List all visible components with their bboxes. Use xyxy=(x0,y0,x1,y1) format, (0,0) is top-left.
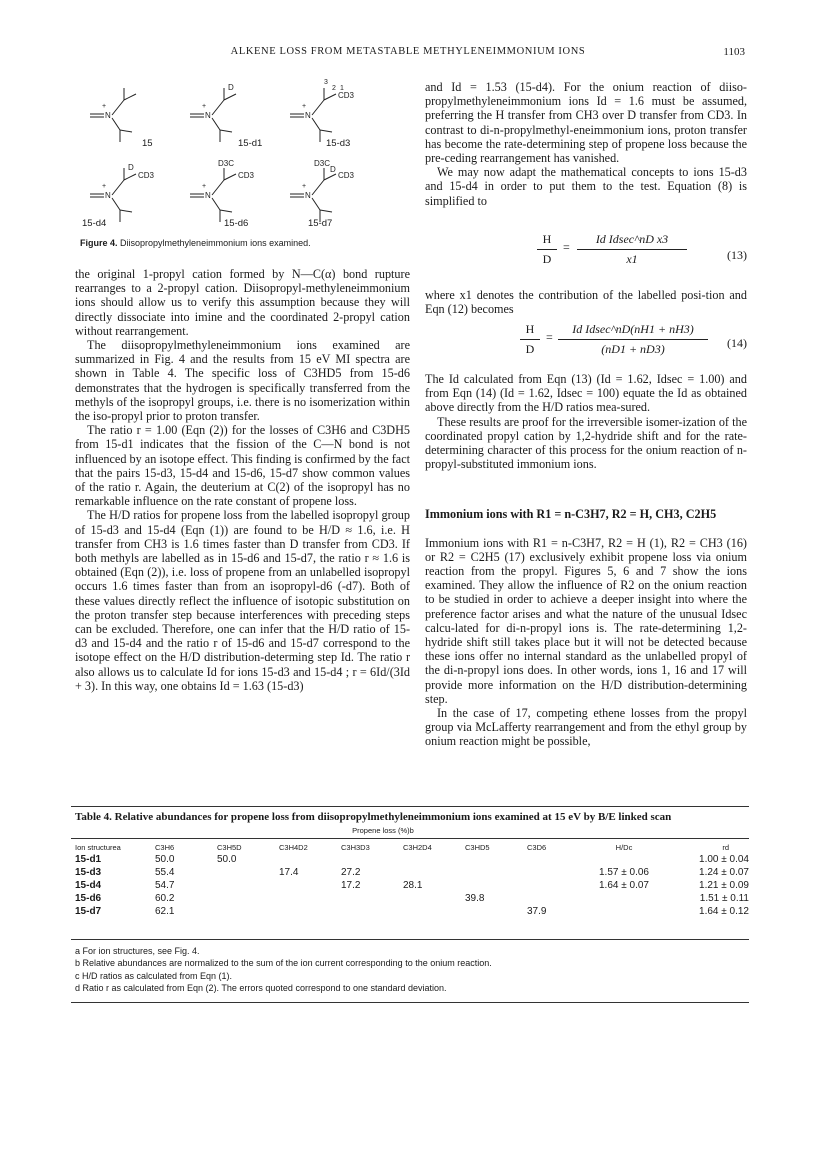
table-footnotes xyxy=(75,945,492,995)
left-column xyxy=(75,267,410,693)
label-cd3: CD3 xyxy=(338,91,355,100)
figure-4 xyxy=(80,78,410,248)
paragraph: These results are proof for the irreversible isomer-ization of the coordinated propyl cation by 1,2-hydride shift and for the rate-determining character of this process for the onium reaction of n-propyl-substituted immonium ions. xyxy=(425,414,747,472)
svg-text:+: + xyxy=(302,183,307,190)
structure-15-d1 xyxy=(190,88,236,142)
table-row: 15-d3 55.4 17.4 27.2 1.57 ± 0.06 1.24 ± 0.07 xyxy=(75,867,749,878)
table-title: Table 4. Relative abundances for propene loss from diisopropylmethyleneimmonium ions examined at 15 eV by B/E linked scan xyxy=(75,811,672,823)
paragraph: the original 1-propyl cation formed by N—C(α) bond rupture rearranges to a 2-propyl cation. Diisopropyl-methyleneimmonium ions should allow us to verify this assumption because they will directly dissociate into imine and the coordinated 2-propyl cation without rearrangement. xyxy=(75,267,410,338)
svg-text:CD3: CD3 xyxy=(138,171,155,180)
paragraph: and Id = 1.53 (15-d4). For the onium reaction of diiso-propylmethyleneimmonium ions Id = 1.6 must be assumed, preferring the H transfer from CH3 over D transfer from CD3. In contrast to di-n-propylmethyl-eneimmonium ions, proton transfer has become the rate-determining step of propene loss because the pre-ceding rearrangement has vanished. xyxy=(425,80,747,166)
label-15-d1: 15-d1 xyxy=(238,138,263,149)
right-column-mid xyxy=(425,288,747,316)
right-column-bottom xyxy=(425,372,747,749)
svg-text:+: + xyxy=(202,103,207,110)
page-bottom-rule xyxy=(71,1002,749,1003)
structure-15-d7 xyxy=(290,168,336,222)
paragraph: The ratio r = 1.00 (Eqn (2)) for the losses of C3H6 and C3DH5 from 15-d1 indicates that the fission of the C—N bond is not influenced by an isotope effect. This finding is confirmed by the fact that the pairs 15-d3, 15-d4 and 15-d6, 15-d7 show common values of the ratio r. Again, the deuterium at C(2) of the isopropyl has no remarkable influence on the rate constant of propene loss. xyxy=(75,423,410,509)
table-row: 15-d7 62.1 37.9 1.64 ± 0.12 xyxy=(75,906,749,917)
label-15-d6: 15-d6 xyxy=(224,218,249,229)
table-header-rule xyxy=(71,838,749,839)
equation-13: $\frac{H}{D}$ = Id Idsec^nD x3 x1 xyxy=(537,232,697,272)
table-header-row xyxy=(75,840,749,852)
svg-text:+: + xyxy=(102,183,107,190)
paragraph: Immonium ions with R1 = n-C3H7, R2 = H (1), R2 = CH3 (16) or R2 = C2H5 (17) exclusively exhibit propene loss via onium reaction from the propyl. Figures 5, 6 and 7 show the ions examined. They allow the influence of R2 on the onium reaction to be studied in order to achieve a deeper insight into where the preference factor arises and what the nature of the unusual Idsec calcu-lated for di-n-propyl ions is. The rate-determining 1,2-hydride shift still takes place but it will not be detected because these ions offer no internal standard as the unlabelled propyl of the di-n-propyl ions does. In other words, ions 1, 16 and 17 will provide more information on the H/D distribution-determining step. xyxy=(425,535,747,706)
paragraph: The diisopropylmethyleneimmonium ions examined are summarized in Fig. 4 and the results from 15 eV MI spectra are shown in Table 4. The specific loss of C3HD5 from 15-d6 demonstrates that the hydrogen is specifically transferred from the methyls of the isopropyl groups, i.e. there is no isomerization within the iso-propyl prior to proton transfer. xyxy=(75,338,410,424)
svg-text:D: D xyxy=(330,165,336,174)
svg-text:1: 1 xyxy=(340,85,344,92)
n-atom: N xyxy=(105,111,111,120)
column-header: C3H6 xyxy=(155,843,175,852)
column-header: H/Dc xyxy=(615,843,633,852)
svg-text:N: N xyxy=(105,191,111,200)
svg-text:2: 2 xyxy=(332,85,336,92)
table-span-header: Propene loss (%)b xyxy=(352,826,414,835)
table-bottom-rule xyxy=(71,939,749,940)
footnote: a For ion structures, see Fig. 4. xyxy=(75,946,200,956)
column-header: C3H2D4 xyxy=(403,843,432,852)
equation-14-number: (14) xyxy=(727,336,747,350)
section-heading: Immonium ions with R1 = n-C3H7, R2 = H, CH3, C2H5 xyxy=(425,507,717,522)
page-number: 1103 xyxy=(723,46,745,58)
equation-14: $\frac{H}{D}$ = Id Idsec^nD(nH1 + nH3) (nD1 + nD3) xyxy=(520,322,720,362)
svg-text:D: D xyxy=(128,163,134,172)
column-header: C3H5D xyxy=(217,843,242,852)
footnote: d Ratio r as calculated from Eqn (2). The errors quoted correspond to one standard deviation. xyxy=(75,983,447,994)
table-row: 15-d1 50.0 50.0 1.00 ± 0.04 xyxy=(75,854,749,865)
svg-text:CD3: CD3 xyxy=(338,171,355,180)
footnote: c H/D ratios as calculated from Eqn (1). xyxy=(75,970,233,981)
structures-drawing xyxy=(80,78,410,238)
column-header: rd xyxy=(722,843,729,852)
running-header xyxy=(0,46,816,62)
paragraph: We may now adapt the mathematical concepts to ions 15-d3 and 15-d4 in order to put them to the test. Equation (8) is simplified to xyxy=(425,165,747,208)
svg-text:N: N xyxy=(205,111,211,120)
svg-text:+: + xyxy=(302,103,307,110)
structure-15-d3 xyxy=(290,88,336,142)
column-header: C3D6 xyxy=(527,843,547,852)
column-header: C3H4D2 xyxy=(279,843,308,852)
svg-text:N: N xyxy=(205,191,211,200)
svg-text:N: N xyxy=(305,111,311,120)
column-header: Ion structurea xyxy=(75,843,121,852)
table-4 xyxy=(75,840,749,917)
svg-text:+: + xyxy=(202,183,207,190)
svg-text:D3C: D3C xyxy=(218,159,235,168)
equation-13-number: (13) xyxy=(727,248,747,262)
label-15: 15 xyxy=(142,138,153,149)
right-column-top xyxy=(425,80,747,208)
structure-15-d4 xyxy=(90,168,136,222)
column-header: C3H3D3 xyxy=(341,843,370,852)
label-15-d7: 15-d7 xyxy=(308,218,333,229)
svg-text:CD3: CD3 xyxy=(238,171,255,180)
paragraph: The H/D ratios for propene loss from the labelled isopropyl group of 15-d3 and 15-d4 (Eqn (1)) are found to be H/D ≈ 1.6, i.e. H transfer from CH3 is 1.6 times faster than D transfer from CD3. If both methyls are labelled as in 15-d6 and 15-d7, the ratio r ≈ 1.6 is obtained (Eqn (2)), i.e. loss of propene from an unlabelled isopropyl occurs 1.6 times faster than from an isopropyl-d6 (-d7). Both of these values directly reflect the influence of isotopic substitution on the proton transfer step because interferences with preceding steps can be excluded. Therefore, one can infer that the H/D ratio of 15-d3 and 15-d4 and the ratio r of 15-d6 and 15-d7 correspond to the isotope effect on the H/D distribution-determing step Id. The ratio r also allows us to calculate Id for ions 15-d3 and 15-d4 ; r = 6Id/(3Id + 3). In this way, one obtains Id = 1.63 (15-d3) xyxy=(75,508,410,693)
label-15-d3: 15-d3 xyxy=(326,138,351,149)
table-row: 15-d6 60.2 39.8 1.51 ± 0.11 xyxy=(75,893,749,904)
running-title: ALKENE LOSS FROM METASTABLE METHYLENEIMMONIUM IONS xyxy=(230,46,586,57)
footnote: b Relative abundances are normalized to the sum of the ion current corresponding to the onium reaction. xyxy=(75,958,492,969)
svg-text:+: + xyxy=(102,103,107,110)
paragraph: where x1 denotes the contribution of the labelled posi-tion and Eqn (12) becomes xyxy=(425,288,747,317)
paragraph: The Id calculated from Eqn (13) (Id = 1.62, Idsec = 1.00) and from Eqn (14) (Id = 1.62, Idsec = 100) equate the Id as obtained above directly from the H/D ratios mea-sured. xyxy=(425,372,747,415)
figure-caption-label: Figure 4. xyxy=(80,238,118,248)
table-row: 15-d4 54.7 17.2 28.1 1.64 ± 0.07 1.21 ± 0.09 xyxy=(75,880,749,891)
column-header: C3HD5 xyxy=(465,843,490,852)
figure-caption-text: Diisopropylmethyleneimmonium ions examined. xyxy=(120,238,311,248)
table-top-rule xyxy=(71,806,749,807)
svg-text:N: N xyxy=(305,191,311,200)
paragraph: In the case of 17, competing ethene losses from the propyl group via McLafferty rearrangement and from the ethyl group by onium reaction might be possible, xyxy=(425,706,747,749)
structure-15-d6 xyxy=(190,168,236,222)
svg-text:D3C: D3C xyxy=(314,159,331,168)
label-15-d4: 15-d4 xyxy=(82,218,107,229)
structure-15 xyxy=(90,88,136,142)
figure-caption xyxy=(80,238,311,248)
label-d: D xyxy=(228,83,234,92)
svg-text:3: 3 xyxy=(324,79,328,86)
